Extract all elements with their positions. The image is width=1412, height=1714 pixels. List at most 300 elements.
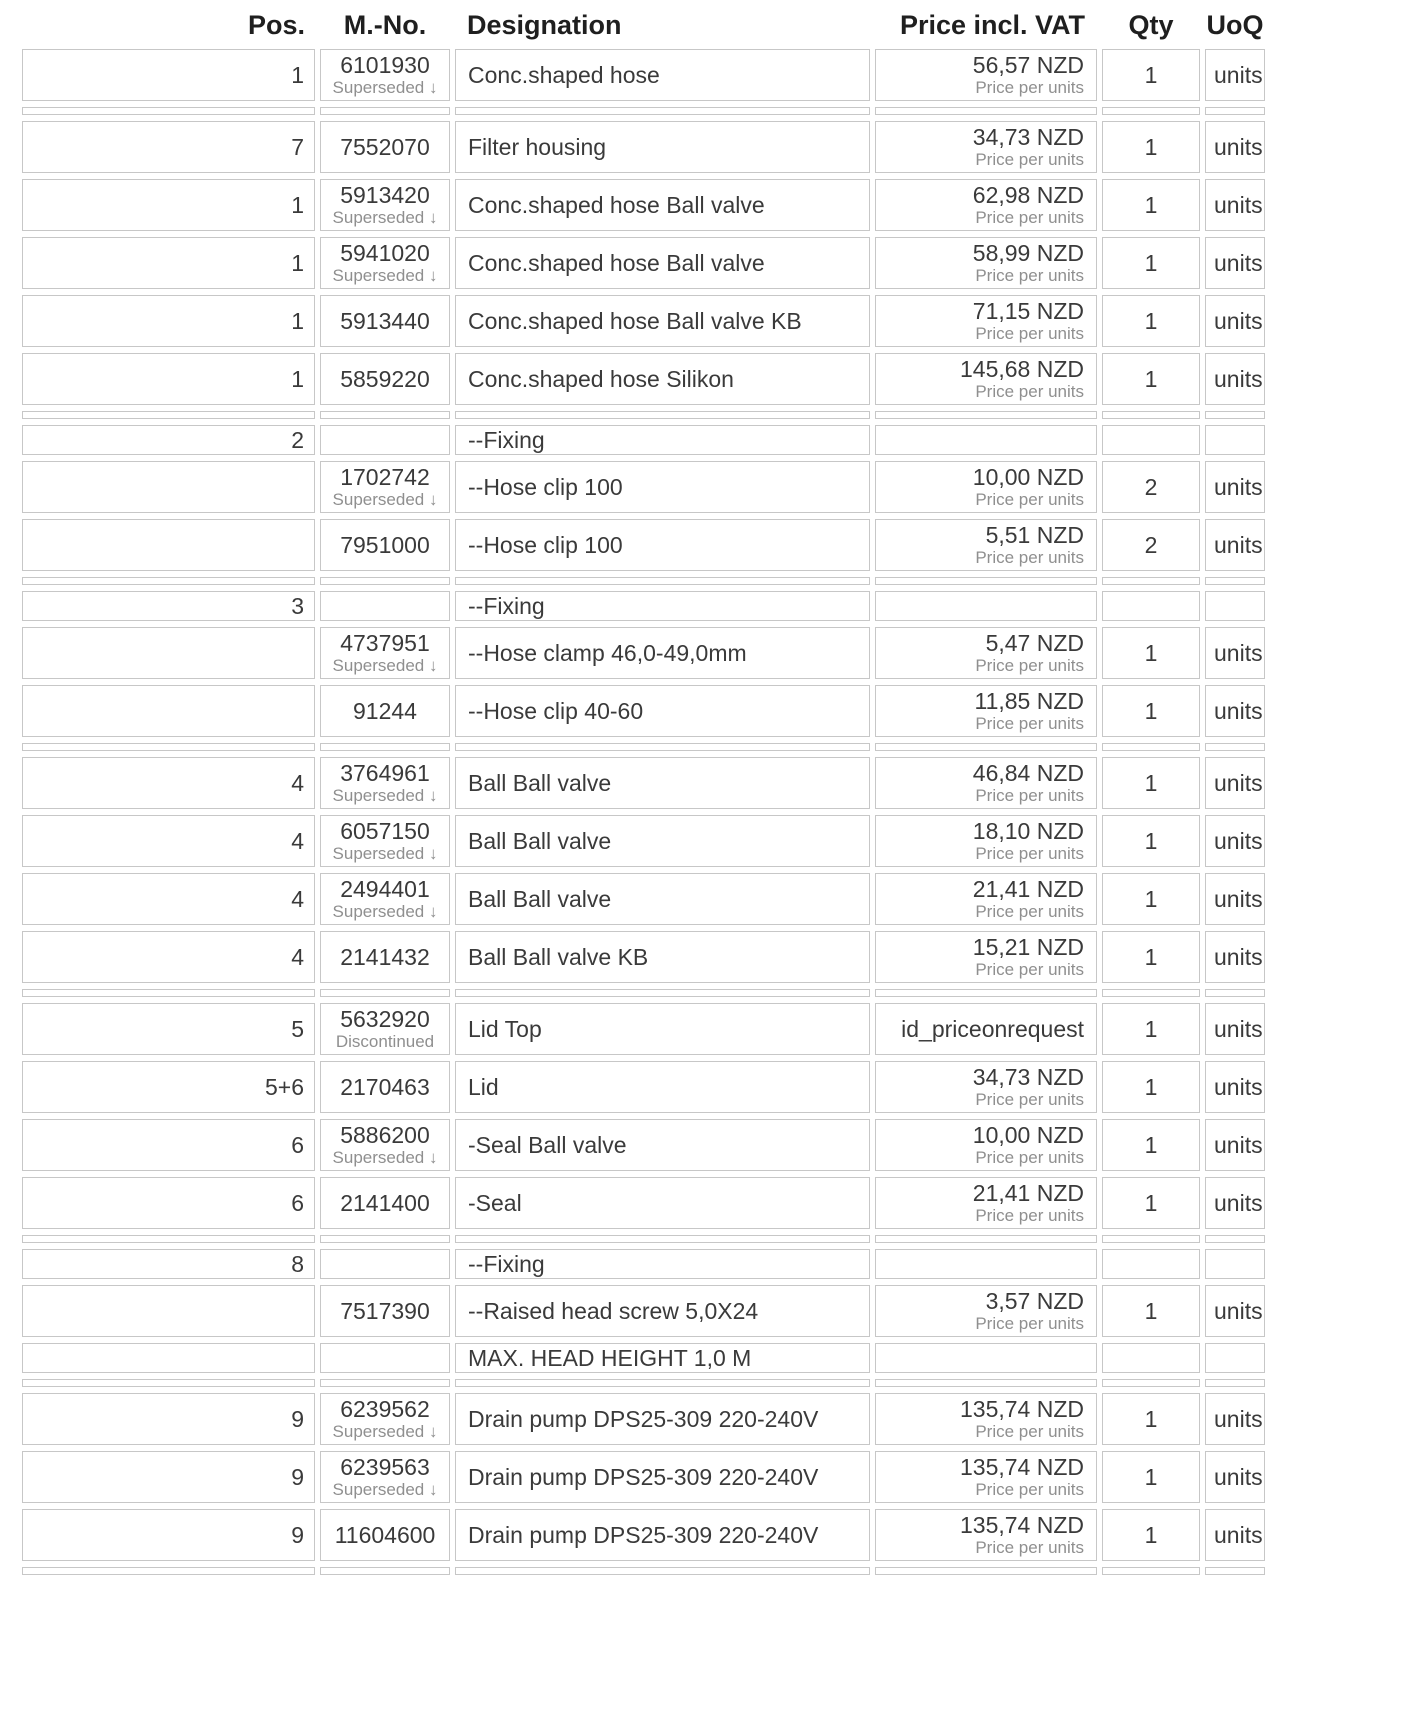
pos-value: 9 [291,1405,304,1432]
material-number-note: Superseded ↓ [332,1422,438,1442]
qty-cell [1102,1393,1200,1445]
uoq-value: units [1214,827,1263,854]
price-value: 15,21 NZD [972,933,1084,960]
pos-cell [22,931,315,983]
qty-value: 1 [1144,1015,1158,1042]
uoq-cell [1205,425,1265,455]
uoq-cell [1205,121,1265,173]
pos-cell [22,1249,315,1279]
qty-cell [1102,1285,1200,1337]
qty-cell [1102,425,1200,455]
pos-cell [22,295,315,347]
designation-value: Conc.shaped hose Silikon [468,365,734,392]
designation-cell [455,1343,870,1373]
uoq-cell [1205,873,1265,925]
uoq-value: units [1214,473,1263,500]
price-note: Price per units [975,656,1084,676]
price-note: Price per units [975,786,1084,806]
price-note: Price per units [975,490,1084,510]
material-number-value: 5941020 [340,239,430,266]
designation-cell [455,1285,870,1337]
group-separator [22,577,1268,585]
uoq-cell [1205,49,1265,101]
uoq-cell [1205,1343,1265,1373]
column-header-pos: Pos. [247,10,305,40]
pos-value: 1 [291,191,304,218]
material-number-cell [320,1249,450,1279]
price-cell [875,757,1097,809]
material-number-note: Superseded ↓ [332,266,438,286]
designation-cell [455,685,870,737]
qty-cell [1102,591,1200,621]
table-row [22,1119,1268,1171]
price-cell [875,1451,1097,1503]
qty-value: 1 [1144,827,1158,854]
designation-value: Ball Ball valve [468,769,612,796]
designation-cell [455,49,870,101]
pos-cell [22,1343,315,1373]
designation-cell [455,1061,870,1113]
price-value: 11,85 NZD [974,687,1084,714]
qty-value: 1 [1144,249,1158,276]
pos-cell [22,121,315,173]
qty-cell [1102,1003,1200,1055]
price-note: Price per units [975,266,1084,286]
pos-cell [22,1061,315,1113]
uoq-cell [1205,1249,1265,1279]
price-value: 21,41 NZD [972,1179,1084,1206]
pos-cell [22,237,315,289]
designation-cell [455,1509,870,1561]
qty-cell [1102,461,1200,513]
qty-value: 1 [1144,1131,1158,1158]
uoq-value: units [1214,1015,1263,1042]
material-number-cell [320,873,450,925]
material-number-note: Superseded ↓ [332,1480,438,1500]
material-number-value: 7552070 [340,133,430,160]
price-value: 10,00 NZD [972,1121,1084,1148]
price-value: 62,98 NZD [972,181,1084,208]
price-value: 58,99 NZD [972,239,1084,266]
column-header-qty: Qty [1128,10,1174,40]
designation-cell [455,237,870,289]
material-number-value: 6239562 [340,1395,430,1422]
material-number-cell [320,1509,450,1561]
qty-value: 1 [1144,697,1158,724]
price-value: 21,41 NZD [972,875,1084,902]
price-value: 56,57 NZD [972,51,1084,78]
designation-value: Drain pump DPS25-309 220-240V [468,1405,819,1432]
group-separator [22,1379,1268,1387]
uoq-cell [1205,237,1265,289]
qty-cell [1102,1119,1200,1171]
designation-cell [455,815,870,867]
material-number-note: Superseded ↓ [332,786,438,806]
price-cell [875,1177,1097,1229]
material-number-cell [320,1003,450,1055]
qty-cell [1102,237,1200,289]
designation-cell [455,1393,870,1445]
price-note: Price per units [975,1538,1084,1558]
designation-value: Conc.shaped hose [468,61,660,88]
pos-value: 1 [291,61,304,88]
qty-cell [1102,873,1200,925]
table-row [22,295,1268,347]
pos-cell [22,1451,315,1503]
material-number-cell [320,461,450,513]
uoq-value: units [1214,769,1263,796]
material-number-cell [320,1119,450,1171]
material-number-value: 2170463 [340,1073,430,1100]
table-row [22,461,1268,513]
material-number-cell [320,425,450,455]
pos-value: 4 [291,943,304,970]
price-value: 135,74 NZD [959,1395,1084,1422]
price-note: Price per units [975,1480,1084,1500]
pos-value: 4 [291,827,304,854]
group-separator [22,107,1268,115]
uoq-value: units [1214,1189,1263,1216]
uoq-value: units [1214,1073,1263,1100]
pos-value: 5 [291,1015,304,1042]
table-row [22,1177,1268,1229]
pos-cell [22,1393,315,1445]
price-value: 10,00 NZD [972,463,1084,490]
qty-value: 1 [1144,133,1158,160]
pos-value: 8 [291,1250,304,1277]
price-note: Price per units [975,1314,1084,1334]
qty-cell [1102,685,1200,737]
pos-value: 1 [291,307,304,334]
table-row [22,179,1268,231]
uoq-cell [1205,757,1265,809]
uoq-value: units [1214,365,1263,392]
qty-cell [1102,1249,1200,1279]
price-note: Price per units [975,714,1084,734]
price-value: 145,68 NZD [959,355,1084,382]
qty-value: 1 [1144,885,1158,912]
material-number-value: 1702742 [340,463,430,490]
price-note: Price per units [975,1422,1084,1442]
material-number-value: 5886200 [340,1121,430,1148]
table-row [22,121,1268,173]
qty-value: 2 [1144,531,1158,558]
price-note: Price per units [975,208,1084,228]
table-row [22,49,1268,101]
price-cell [875,1119,1097,1171]
qty-cell [1102,353,1200,405]
qty-cell [1102,49,1200,101]
pos-cell [22,425,315,455]
material-number-cell [320,815,450,867]
price-value: 46,84 NZD [972,759,1084,786]
price-cell [875,815,1097,867]
designation-cell [455,179,870,231]
price-cell [875,121,1097,173]
qty-cell [1102,1061,1200,1113]
uoq-cell [1205,1285,1265,1337]
material-number-cell [320,353,450,405]
uoq-cell [1205,1393,1265,1445]
table-row [22,815,1268,867]
material-number-note: Superseded ↓ [332,844,438,864]
table-row [22,1061,1268,1113]
table-row [22,685,1268,737]
qty-cell [1102,1343,1200,1373]
designation-cell [455,121,870,173]
qty-value: 1 [1144,1405,1158,1432]
qty-cell [1102,1451,1200,1503]
pos-cell [22,519,315,571]
material-number-cell [320,931,450,983]
price-cell [875,627,1097,679]
uoq-cell [1205,295,1265,347]
uoq-value: units [1214,531,1263,558]
table-row [22,519,1268,571]
designation-cell [455,757,870,809]
designation-value: --Hose clamp 46,0-49,0mm [468,639,747,666]
designation-value: Lid [468,1073,499,1100]
designation-value: Conc.shaped hose Ball valve KB [468,307,802,334]
designation-value: -Seal [468,1189,522,1216]
uoq-value: units [1214,133,1263,160]
designation-cell [455,931,870,983]
material-number-cell [320,237,450,289]
uoq-value: units [1214,885,1263,912]
designation-value: Ball Ball valve [468,885,612,912]
material-number-value: 6101930 [340,51,430,78]
material-number-cell [320,49,450,101]
designation-cell [455,461,870,513]
column-header-price: Price incl. VAT [899,10,1085,40]
table-row [22,353,1268,405]
material-number-value: 2141432 [340,943,430,970]
uoq-cell [1205,179,1265,231]
price-value: 5,51 NZD [985,521,1084,548]
qty-value: 1 [1144,61,1158,88]
price-note: Price per units [975,548,1084,568]
qty-cell [1102,295,1200,347]
material-number-cell [320,1393,450,1445]
qty-value: 1 [1144,191,1158,218]
qty-value: 1 [1144,943,1158,970]
material-number-value: 6057150 [340,817,430,844]
price-note: Price per units [975,844,1084,864]
uoq-cell [1205,1003,1265,1055]
material-number-note: Superseded ↓ [332,490,438,510]
material-number-note: Superseded ↓ [332,208,438,228]
table-header [22,6,1268,41]
qty-value: 2 [1144,473,1158,500]
designation-value: --Hose clip 100 [468,531,623,558]
material-number-cell [320,591,450,621]
material-number-value: 4737951 [340,629,430,656]
qty-value: 1 [1144,1189,1158,1216]
price-note: Price per units [975,1090,1084,1110]
designation-cell [455,1249,870,1279]
price-cell [875,1393,1097,1445]
qty-value: 1 [1144,1297,1158,1324]
material-number-cell [320,519,450,571]
material-number-cell [320,1451,450,1503]
pos-value: 1 [291,365,304,392]
uoq-cell [1205,1177,1265,1229]
qty-value: 1 [1144,1521,1158,1548]
qty-cell [1102,519,1200,571]
price-cell [875,1509,1097,1561]
pos-cell [22,49,315,101]
designation-cell [455,1003,870,1055]
designation-value: --Hose clip 100 [468,473,623,500]
uoq-cell [1205,815,1265,867]
table-row [22,425,1268,455]
uoq-value: units [1214,1463,1263,1490]
designation-cell [455,1451,870,1503]
group-separator [22,1235,1268,1243]
pos-value: 9 [291,1463,304,1490]
uoq-value: units [1214,307,1263,334]
table-row [22,1451,1268,1503]
pos-cell [22,179,315,231]
price-cell [875,931,1097,983]
designation-cell [455,425,870,455]
material-number-value: 91244 [353,697,417,724]
price-cell [875,519,1097,571]
material-number-cell [320,627,450,679]
material-number-note: Superseded ↓ [332,656,438,676]
material-number-value: 2141400 [340,1189,430,1216]
material-number-cell [320,1061,450,1113]
group-separator [22,411,1268,419]
uoq-cell [1205,353,1265,405]
uoq-value: units [1214,639,1263,666]
pos-cell [22,1119,315,1171]
pos-value: 1 [291,249,304,276]
designation-cell [455,1177,870,1229]
designation-cell [455,353,870,405]
uoq-cell [1205,627,1265,679]
qty-cell [1102,1177,1200,1229]
uoq-cell [1205,931,1265,983]
designation-value: Ball Ball valve KB [468,943,649,970]
price-cell [875,237,1097,289]
price-note: Price per units [975,382,1084,402]
price-note: Price per units [975,902,1084,922]
column-header-mno: M.-No. [343,10,427,40]
uoq-value: units [1214,1405,1263,1432]
pos-value: 4 [291,885,304,912]
pos-value: 3 [291,592,304,619]
material-number-value: 2494401 [340,875,430,902]
uoq-value: units [1214,697,1263,724]
qty-value: 1 [1144,639,1158,666]
designation-cell [455,627,870,679]
designation-cell [455,591,870,621]
qty-cell [1102,815,1200,867]
price-cell [875,461,1097,513]
pos-cell [22,685,315,737]
material-number-cell [320,1343,450,1373]
material-number-value: 7517390 [340,1297,430,1324]
uoq-value: units [1214,249,1263,276]
material-number-cell [320,179,450,231]
uoq-value: units [1214,61,1263,88]
price-cell [875,685,1097,737]
uoq-cell [1205,591,1265,621]
group-separator [22,1567,1268,1575]
column-header-designation: Designation [467,10,622,40]
designation-cell [455,295,870,347]
price-value: 18,10 NZD [972,817,1084,844]
table-row [22,237,1268,289]
price-note: Price per units [975,960,1084,980]
table-row [22,1393,1268,1445]
qty-value: 1 [1144,365,1158,392]
pos-cell [22,353,315,405]
pos-cell [22,757,315,809]
price-cell [875,425,1097,455]
material-number-value: 5913420 [340,181,430,208]
table-row [22,1343,1268,1373]
designation-cell [455,519,870,571]
qty-value: 1 [1144,769,1158,796]
price-cell [875,1249,1097,1279]
table-row [22,757,1268,809]
pos-value: 6 [291,1131,304,1158]
material-number-cell [320,685,450,737]
table-row [22,1509,1268,1561]
price-cell [875,353,1097,405]
material-number-value: 3764961 [340,759,430,786]
price-cell [875,1061,1097,1113]
designation-value: --Fixing [468,426,545,453]
material-number-note: Superseded ↓ [332,902,438,922]
pos-cell [22,1003,315,1055]
uoq-cell [1205,1119,1265,1171]
group-separator [22,743,1268,751]
uoq-value: units [1214,1297,1263,1324]
pos-cell [22,461,315,513]
material-number-note: Superseded ↓ [332,78,438,98]
designation-value: Lid Top [468,1015,542,1042]
pos-value: 2 [291,426,304,453]
price-cell [875,591,1097,621]
price-cell [875,1003,1097,1055]
uoq-value: units [1214,1521,1263,1548]
material-number-cell [320,757,450,809]
designation-value: Drain pump DPS25-309 220-240V [468,1463,819,1490]
qty-cell [1102,179,1200,231]
pos-cell [22,627,315,679]
uoq-value: units [1214,943,1263,970]
uoq-value: units [1214,1131,1263,1158]
material-number-value: 5859220 [340,365,430,392]
price-value: id_priceonrequest [901,1015,1084,1042]
price-value: 5,47 NZD [985,629,1084,656]
price-note: Price per units [975,324,1084,344]
uoq-cell [1205,1509,1265,1561]
pos-value: 7 [291,133,304,160]
qty-cell [1102,931,1200,983]
price-note: Price per units [975,1206,1084,1226]
pos-value: 5+6 [264,1073,304,1100]
material-number-value: 5632920 [340,1005,430,1032]
price-cell [875,1343,1097,1373]
pos-value: 4 [291,769,304,796]
material-number-value: 11604600 [334,1521,436,1548]
table-row [22,627,1268,679]
table-row [22,1249,1268,1279]
